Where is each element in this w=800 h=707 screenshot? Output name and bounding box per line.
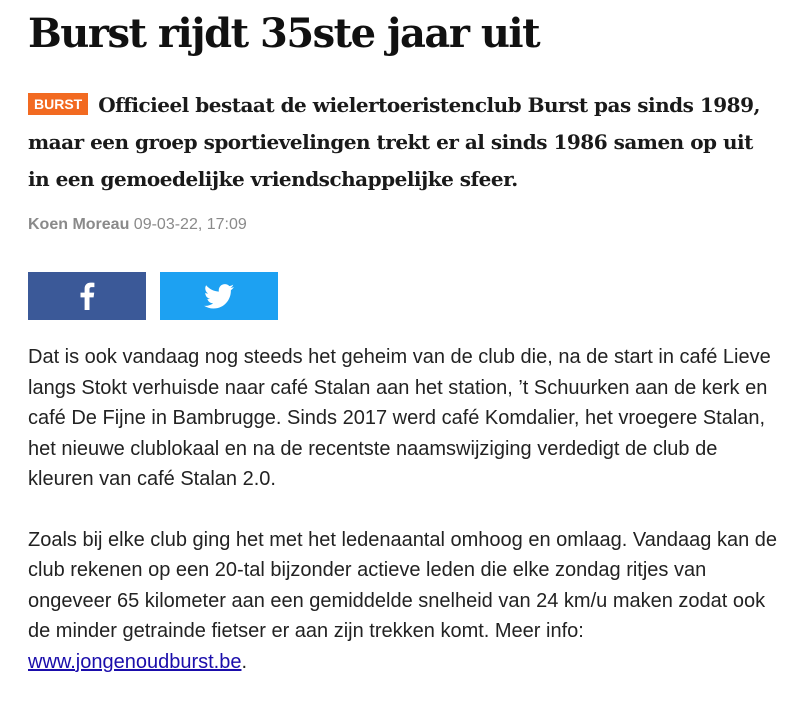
article-title: Burst rijdt 35ste jaar uit: [28, 10, 540, 57]
twitter-share-button[interactable]: [160, 272, 278, 320]
facebook-share-button[interactable]: [28, 272, 146, 320]
article: [28, 0, 788, 707]
paragraph-2-end: .: [241, 650, 248, 673]
lead-text: Officieel bestaat de wielertoeristenclub Burst pas sinds 1989, maar een groep sportievelingen trekt er al sinds 1986 samen op uit in een gemoedelijke vriendschappelijke sfeer.: [28, 93, 760, 191]
category-tag[interactable]: BURST: [28, 93, 88, 115]
paragraph-1: Dat is ook vandaag nog steeds het geheim van de club die, na de start in café Lieve langs Stokt verhuisde naar café Stalan aan het station, ’t Schuurken aan de kerk en café De Fijne in Bambrugge. Sinds 2017 werd café Komdalier, het vroegere Stalan, het nieuwe clublokaal en na de recentste naamswijziging verdedigt de club de kleuren van café Stalan 2.0.: [28, 346, 771, 490]
article-body: [28, 342, 788, 677]
publish-date: 09-03-22, 17:09: [133, 216, 247, 233]
share-bar: [28, 272, 788, 320]
facebook-icon: [79, 282, 95, 310]
article-meta: [28, 216, 788, 234]
paragraph-2: [28, 525, 788, 678]
paragraph-2-text: Zoals bij elke club ging het met het ledenaantal omhoog en omlaag. Vandaag kan de club rekenen op een 20-tal bijzonder actieve leden die elke zondag ritjes van ongeveer 65 kilometer aan een gemiddelde snelheid van 24 km/u maken zodat ook de minder getrainde fietser er aan zijn trekken komt. Meer info:: [28, 528, 778, 642]
website-link[interactable]: www.jongenoudburst.be: [28, 650, 242, 673]
twitter-icon: [204, 284, 234, 309]
article-lead: [28, 87, 773, 198]
author-name: Koen Moreau: [28, 216, 130, 233]
